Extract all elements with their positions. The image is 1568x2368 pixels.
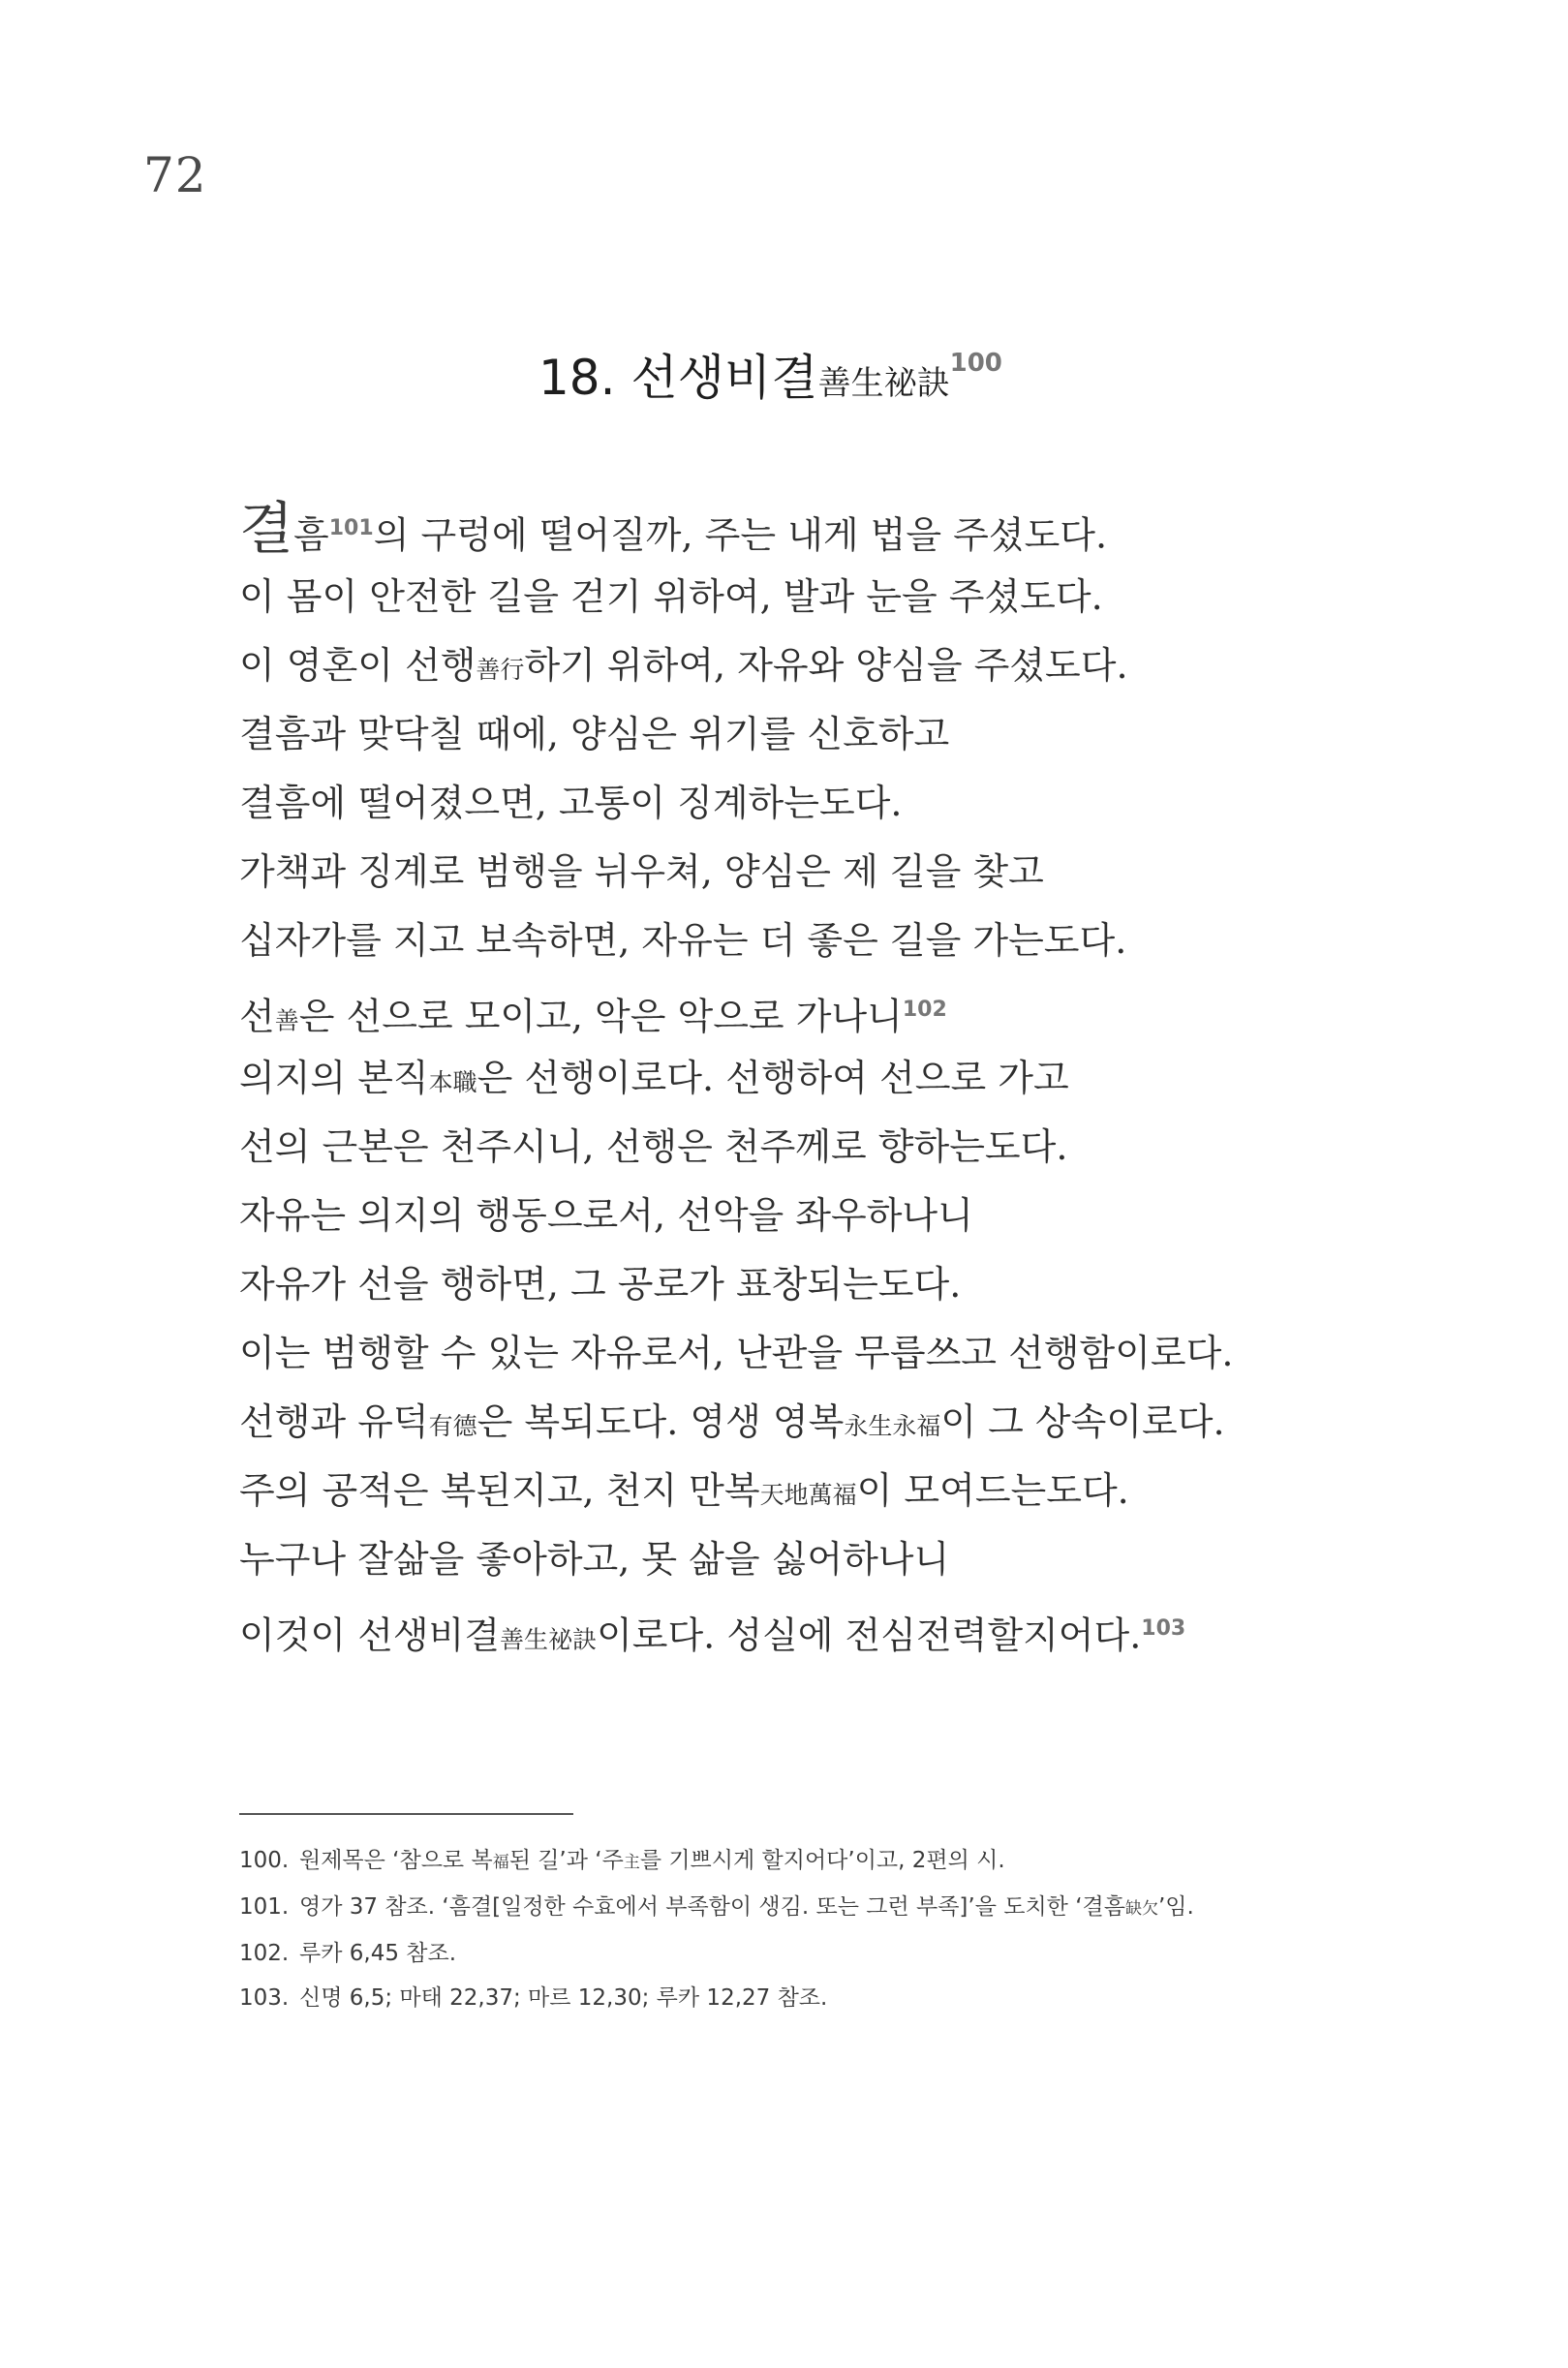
poem-line-1 [239,494,1343,563]
poem-line-16: 누구나 잘삶을 좋아하고, 못 삶을 싫어하나니 [239,1538,950,1581]
footnote-ref-103: 103 [1141,1616,1186,1641]
poem-line-8 [239,975,1343,1044]
footnote-text: 된 길’과 ‘주 [508,1848,624,1873]
footnote-text: ’임. [1157,1894,1194,1920]
poem-line-4: 결흠과 맞닥칠 때에, 양심은 위기를 신호하고 [239,713,950,755]
footnote-hanja: 缺欠 [1124,1899,1158,1919]
footnote-number: 100. [239,1848,290,1873]
line-hanja: 永生永福 [844,1412,941,1440]
poem-line-12: 자유가 선을 행하면, 그 공로가 표창되는도다. [239,1263,962,1306]
footnote-102 [239,1935,1343,1972]
drop-initial: 결 [239,495,294,562]
poem-line-7: 십자가를 지고 보속하면, 자유는 더 좋은 길을 가는도다. [239,919,1127,962]
line-text: 주의 공적은 복된지고, 천지 만복 [239,1469,760,1512]
line-hanja: 善 [274,1006,299,1035]
footnotes [239,1842,1343,2024]
poem-title [538,339,1002,409]
footnote-number: 101. [239,1894,290,1920]
poem-line-2: 이 몸이 안전한 길을 걷기 위하여, 발과 눈을 주셨도다. [239,575,1103,618]
footnote-103 [239,1980,1343,2016]
footnote-text: 영가 37 참조. ‘흠결[일정한 수효에서 부족함이 생김. 또는 그런 부족]’을 도치한 ‘결흠 [299,1894,1125,1920]
title-text: 18. 선생비결 [538,350,818,406]
footnote-ref-101: 101 [328,516,374,540]
poem-line-15 [239,1457,1343,1525]
line-text: 은 선으로 모이고, 악은 악으로 가나니 [298,995,903,1038]
line-text: 의지의 본직 [239,1057,429,1099]
poem-body [239,494,1343,1663]
line-hanja: 本職 [428,1068,477,1096]
line-text: 흠 [293,513,329,557]
footnote-text: 를 기쁘시게 할지어다’이고, 2편의 시. [639,1848,1005,1873]
line-text: 이 모여드는도다. [856,1469,1129,1512]
line-text: 의 구렁에 떨어질까, 주는 내게 법을 주셨도다. [373,513,1108,557]
line-text: 이것이 선생비결 [239,1614,501,1657]
footnote-hanja: 福 [492,1853,509,1872]
poem-line-17 [239,1594,1343,1663]
footnote-text: 원제목은 ‘참으로 복 [299,1848,493,1873]
poem-line-11: 자유는 의지의 행동으로서, 선악을 좌우하나니 [239,1194,973,1237]
line-text: 이 영혼이 선행 [239,644,477,687]
footnote-100 [239,1842,1343,1881]
line-text: 은 선행이로다. 선행하여 선으로 가고 [477,1057,1069,1099]
poem-line-5: 결흠에 떨어졌으면, 고통이 징계하는도다. [239,782,903,824]
line-text: 하기 위하여, 자유와 양심을 주셨도다. [524,644,1128,687]
line-text: 이로다. 성실에 전심전력할지어다. [597,1614,1142,1657]
poem-line-10: 선의 근본은 천주시니, 선행은 천주께로 향하는도다. [239,1125,1068,1168]
line-hanja: 天地萬福 [759,1481,857,1509]
line-text: 은 복되도다. 영생 영복 [477,1400,845,1443]
line-text: 선 [239,995,275,1038]
poem-line-3 [239,631,1343,700]
footnote-text: 루카 6,45 참조. [299,1941,457,1966]
footnote-101 [239,1889,1343,1927]
line-text: 이 그 상속이로다. [940,1400,1225,1443]
footnote-ref-102: 102 [902,998,947,1022]
line-hanja: 有德 [428,1412,477,1440]
page-number: 72 [143,147,207,203]
poem-line-13: 이는 범행할 수 있는 자유로서, 난관을 무릅쓰고 선행함이로다. [239,1332,1234,1374]
poem-line-6: 가책과 징계로 범행을 뉘우쳐, 양심은 제 길을 찾고 [239,850,1044,893]
title-hanja: 善生祕訣 [817,364,950,403]
line-text: 선행과 유덕 [239,1400,429,1443]
footnote-divider [239,1813,573,1815]
poem-line-9 [239,1044,1343,1113]
line-hanja: 善行 [476,656,525,684]
poem-line-14 [239,1388,1343,1457]
footnote-number: 103. [239,1985,290,2011]
footnote-text: 신명 6,5; 마태 22,37; 마르 12,30; 루카 12,27 참조. [299,1985,828,2011]
line-hanja: 善生祕訣 [500,1625,598,1654]
title-footnote-ref: 100 [949,349,1002,379]
footnote-number: 102. [239,1941,290,1966]
footnote-hanja: 主 [623,1853,640,1872]
